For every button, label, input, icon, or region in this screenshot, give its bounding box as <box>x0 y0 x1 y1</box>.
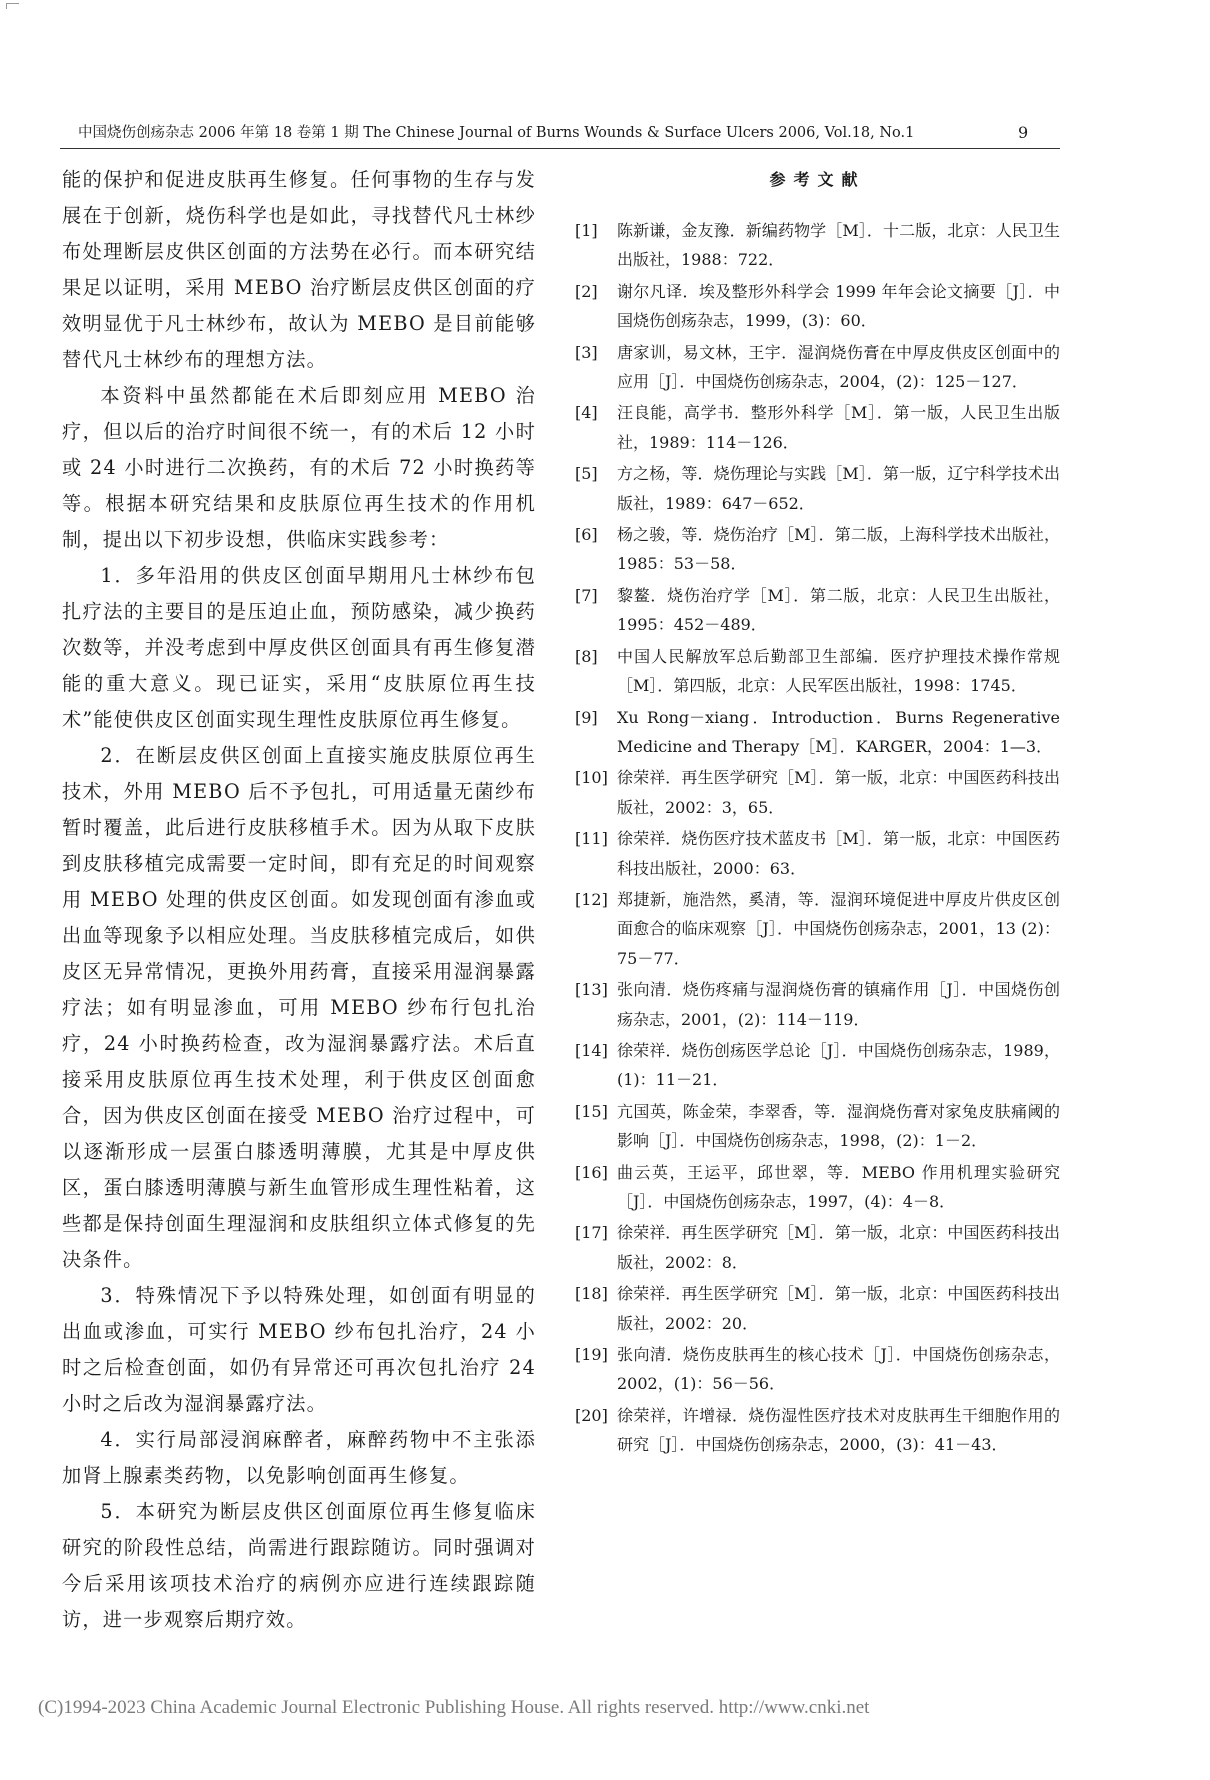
reference-item <box>575 216 1060 275</box>
reference-item <box>575 1218 1060 1277</box>
running-header <box>78 123 1078 143</box>
reference-number: [15] <box>575 1101 608 1121</box>
reference-item <box>575 975 1060 1034</box>
reference-number: [8] <box>575 646 598 666</box>
reference-number: [5] <box>575 464 598 484</box>
reference-text: 杨之骏，等．烧伤治疗［M］．第二版，上海科学技术出版社，1985：53－58． <box>617 525 1060 574</box>
reference-item <box>575 338 1060 397</box>
reference-text: 徐荣祥，许增禄．烧伤湿性医疗技术对皮肤再生干细胞作用的研究［J］．中国烧伤创疡杂志，2000，(3)：41－43． <box>617 1405 1060 1455</box>
reference-number: [7] <box>575 585 598 605</box>
body-paragraph: 本资料中虽然都能在术后即刻应用 MEBO 治疗，但以后的治疗时间很不统一，有的术后 12 小时或 24 小时进行二次换药，有的术后 72 小时换药等等。根据本研究结果和皮肤原位再生技术的作用机制，提出以下初步设想，供临床实践参考： <box>62 384 536 551</box>
reference-text: 张向清．烧伤疼痛与湿润烧伤膏的镇痛作用［J］．中国烧伤创疡杂志，2001，(2)：114－119． <box>617 980 1060 1029</box>
reference-number: [20] <box>575 1405 608 1425</box>
reference-item <box>575 459 1060 518</box>
reference-text: 黎鳌．烧伤治疗学［M］．第二版，北京：人民卫生出版社，1995：452－489． <box>617 585 1060 635</box>
reference-item <box>575 277 1060 336</box>
reference-item <box>575 581 1060 640</box>
reference-item <box>575 398 1060 457</box>
reference-number: [6] <box>575 525 598 545</box>
body-paragraph: 1．多年沿用的供皮区创面早期用凡士林纱布包扎疗法的主要目的是压迫止血，预防感染，减少换药次数等，并没考虑到中厚皮供区创面具有再生修复潜能的重大意义。现已证实，采用“皮肤原位再生技术”能使供皮区创面实现生理性皮肤原位再生修复。 <box>62 564 536 731</box>
page-number: 9 <box>1018 123 1029 142</box>
reference-text: 中国人民解放军总后勤部卫生部编．医疗护理技术操作常规［M］．第四版，北京：人民军医出版社，1998：1745． <box>617 646 1060 696</box>
reference-text: 方之杨，等．烧伤理论与实践［M］．第一版，辽宁科学技术出版社，1989：647－652． <box>617 464 1060 513</box>
header-rule <box>60 148 1060 149</box>
copyright-footer: (C)1994-2023 China Academic Journal Electronic Publishing House. All rights reserved. http://www.cnki.net <box>38 1697 870 1718</box>
reference-number: [19] <box>575 1345 608 1365</box>
reference-item <box>575 520 1060 579</box>
body-paragraph: 5．本研究为断层皮供区创面原位再生修复临床研究的阶段性总结，尚需进行跟踪随访。同时强调对今后采用该项技术治疗的病例亦应进行连续跟踪随访，进一步观察后期疗效。 <box>62 1500 536 1631</box>
reference-item <box>575 1279 1060 1338</box>
reference-text: 徐荣祥．再生医学研究［M］．第一版，北京：中国医药科技出版社，2002：8． <box>617 1223 1060 1272</box>
reference-text: 徐荣祥．烧伤创疡医学总论［J］．中国烧伤创疡杂志，1989，(1)：11－21． <box>617 1040 1060 1090</box>
scan-corner-mark <box>6 3 19 9</box>
reference-number: [1] <box>575 221 598 240</box>
reference-item <box>575 1036 1060 1095</box>
reference-item <box>575 885 1060 973</box>
reference-text: 郑捷新，施浩然，奚清，等．湿润环境促进中厚皮片供皮区创面愈合的临床观察［J］．中国烧伤创疡杂志，2001，13 (2)：75－77． <box>617 889 1060 968</box>
reference-item <box>575 824 1060 883</box>
references-column <box>575 162 1060 1462</box>
reference-text: 谢尔凡译．埃及整形外科学会 1999 年年会论文摘要［J］．中国烧伤创疡杂志，1999，(3)：60． <box>617 281 1060 331</box>
reference-text: 汪良能，高学书．整形外科学［M］．第一版，人民卫生出版社，1989：114－126． <box>617 403 1060 452</box>
reference-text: 曲云英，王运平，邱世翠，等．MEBO 作用机理实验研究［J］．中国烧伤创疡杂志，1997，(4)：4－8． <box>617 1162 1060 1211</box>
reference-item <box>575 1097 1060 1156</box>
reference-text: 唐家训，易文林，王宇．湿润烧伤膏在中厚皮供皮区创面中的应用［J］．中国烧伤创疡杂志，2004，(2)：125－127． <box>617 342 1060 392</box>
journal-citation: 中国烧伤创疡杂志 2006 年第 18 卷第 1 期 The Chinese Journal of Burns Wounds & Surface Ulcers 2006, Vol.18, No.1 <box>78 125 915 141</box>
reference-number: [9] <box>575 707 598 727</box>
body-paragraph: 2．在断层皮供区创面上直接实施皮肤原位再生技术，外用 MEBO 后不予包扎，可用适量无菌纱布暂时覆盖，此后进行皮肤移植手术。因为从取下皮肤到皮肤移植完成需要一定时间，即有充足的时间观察用 MEBO 处理的供皮区创面。如发现创面有渗血或出血等现象予以相应处理。当皮肤移植完成后，如供皮区无异常情况，更换外用药膏，直接采用湿润暴露疗法；如有明显渗血，可用 MEBO 纱布行包扎治疗，24 小时换药检查，改为湿润暴露疗法。术后直接采用皮肤原位再生技术处理，利于供皮区创面愈合，因为供皮区创面在接受 MEBO 治疗过程中，可以逐渐形成一层蛋白膝透明薄膜，尤其是中厚皮供区，蛋白膝透明薄膜与新生血管形成生理性粘着，这些都是保持创面生理湿润和皮肤组织立体式修复的先决条件。 <box>62 744 536 1271</box>
reference-number: [4] <box>575 403 598 423</box>
reference-item <box>575 642 1060 701</box>
reference-number: [18] <box>575 1284 608 1304</box>
reference-number: [17] <box>575 1223 608 1243</box>
reference-text: Xu Rong－xiang．Introduction．Burns Regenerative Medicine and Therapy［M］．KARGER，2004：1—3． <box>617 707 1060 756</box>
references-heading: 参考文献 <box>769 170 866 189</box>
body-paragraph: 4．实行局部浸润麻醉者，麻醉药物中不主张添加肾上腺素类药物，以免影响创面再生修复。 <box>62 1428 536 1487</box>
body-paragraph: 3．特殊情况下予以特殊处理，如创面有明显的出血或渗血，可实行 MEBO 纱布包扎治疗，24 小时之后检查创面，如仍有异常还可再次包扎治疗 24 小时之后改为湿润暴露疗法。 <box>62 1284 536 1415</box>
body-paragraph: 能的保护和促进皮肤再生修复。任何事物的生存与发展在于创新，烧伤科学也是如此，寻找替代凡士林纱布处理断层皮供区创面的方法势在必行。而本研究结果足以证明，采用 MEBO 治疗断层皮供区创面的疗效明显优于凡士林纱布，故认为 MEBO 是目前能够替代凡士林纱布的理想方法。 <box>62 168 536 371</box>
reference-number: [13] <box>575 980 608 1000</box>
reference-number: [14] <box>575 1040 608 1060</box>
reference-item <box>575 1340 1060 1399</box>
reference-item <box>575 703 1060 762</box>
reference-text: 张向清．烧伤皮肤再生的核心技术［J］．中国烧伤创疡杂志，2002，(1)：56－56． <box>617 1345 1060 1394</box>
reference-item <box>575 763 1060 822</box>
reference-text: 陈新谦，金友豫．新编药物学［M］．十二版，北京：人民卫生出版社，1988：722． <box>617 221 1060 270</box>
reference-number: [16] <box>575 1162 608 1182</box>
reference-item <box>575 1401 1060 1460</box>
reference-number: [3] <box>575 342 598 362</box>
reference-text: 徐荣祥．再生医学研究［M］．第一版，北京：中国医药科技出版社，2002：20． <box>617 1284 1060 1333</box>
reference-text: 亢国英，陈金荣，李翠香，等．湿润烧伤膏对家兔皮肤痛阈的影响［J］．中国烧伤创疡杂志，1998，(2)：1－2． <box>617 1101 1060 1151</box>
reference-text: 徐荣祥．再生医学研究［M］．第一版，北京：中国医药科技出版社，2002：3，65． <box>617 768 1060 817</box>
body-text-column <box>62 162 536 1638</box>
reference-text: 徐荣祥．烧伤医疗技术蓝皮书［M］．第一版，北京：中国医药科技出版社，2000：63． <box>617 829 1060 878</box>
reference-number: [12] <box>575 889 608 909</box>
reference-item <box>575 1158 1060 1217</box>
reference-number: [10] <box>575 768 608 788</box>
reference-number: [2] <box>575 281 598 301</box>
reference-number: [11] <box>575 829 608 849</box>
